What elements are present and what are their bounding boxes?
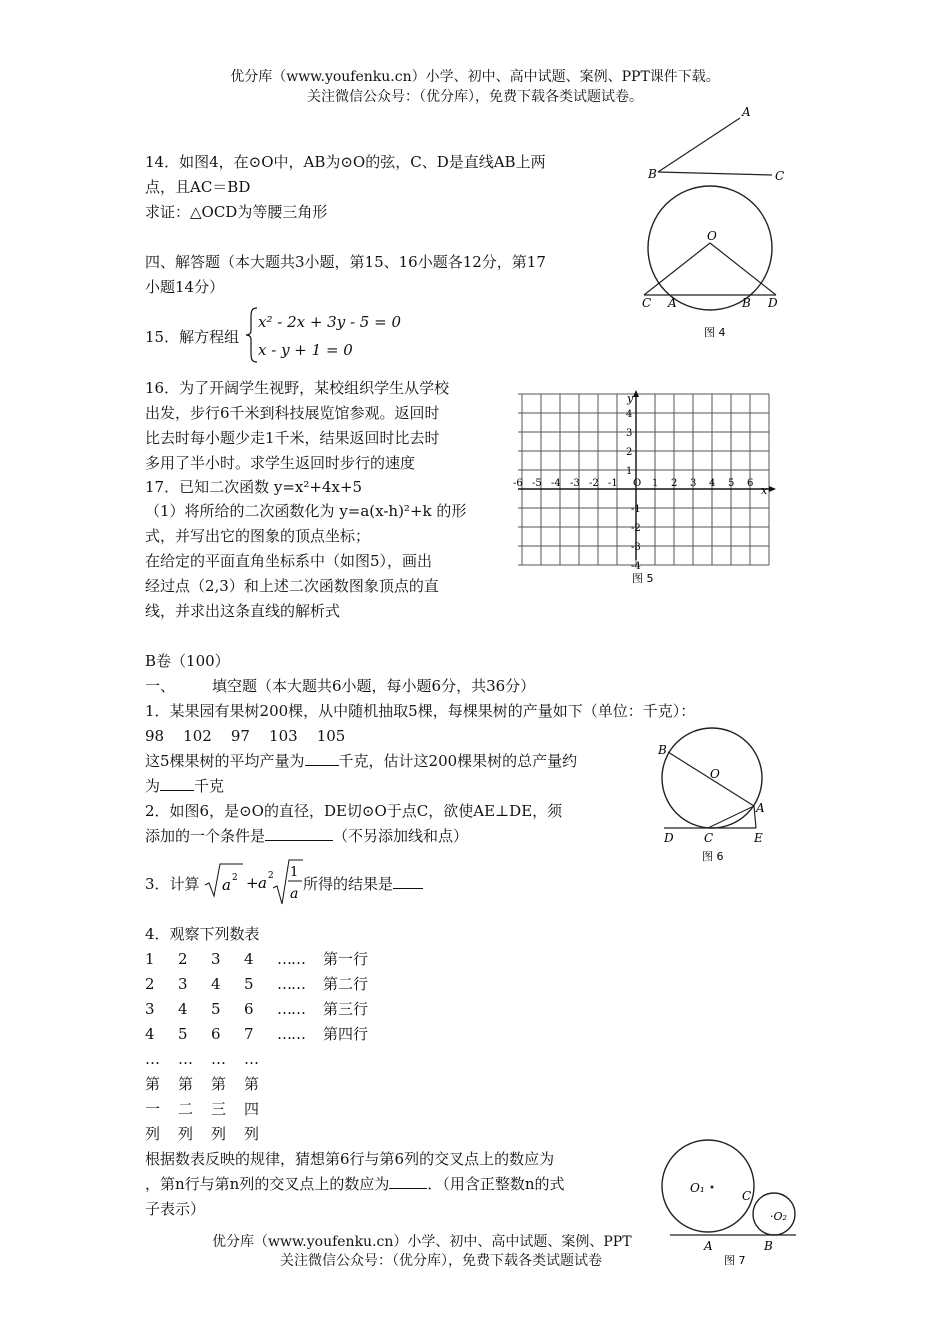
- svg-text:·O₂: ·O₂: [770, 1210, 787, 1223]
- b4-table-cell: 4: [178, 999, 188, 1018]
- q15-label: 15．解方程组: [145, 328, 240, 346]
- fig5-x-tick: 1: [652, 478, 659, 489]
- b4-table-cell: 三: [211, 1100, 227, 1118]
- b4-line-2: ，第n行与第n列的交叉点上的数应为 ．（用含正整数n的式: [145, 1175, 565, 1193]
- b4-table-cell: [277, 1121, 323, 1146]
- svg-text:+: +: [246, 874, 259, 892]
- svg-text:C: C: [642, 296, 652, 310]
- fig5-x-tick: -5: [532, 478, 542, 489]
- b4-table-row: [145, 1121, 393, 1146]
- b4-table-cell: …: [211, 1049, 226, 1068]
- b3-label: 3．计算: [145, 875, 200, 893]
- b2-line-1: 2．如图6，是⊙O的直径，DE切⊙O于点C，欲使AE⊥DE，须: [145, 802, 563, 820]
- svg-text:x: x: [761, 484, 768, 497]
- b4-table-cell: 4: [211, 974, 221, 993]
- fig5-x-tick: 6: [747, 478, 754, 489]
- b4-table-cell: 第一行: [323, 950, 369, 968]
- q15-eq-1: x² - 2x + 3y - 5 = 0: [258, 313, 401, 331]
- svg-text:a: a: [258, 874, 267, 892]
- footer-line-1: 优分库（www.youfenku.cn）小学、初中、高中试题、案例、PPT: [212, 1234, 632, 1250]
- b4-table-cell: 列: [244, 1125, 260, 1143]
- q14-line-1: 14．如图4，在⊙O中，AB为⊙O的弦，C、D是直线AB上两: [145, 153, 546, 171]
- b4-table-cell: …: [145, 1049, 160, 1068]
- b4-table-cell: [277, 1071, 323, 1096]
- svg-text:A: A: [756, 801, 765, 815]
- svg-text:2: 2: [232, 873, 238, 883]
- b4-table-cell: 3: [211, 949, 221, 968]
- fig5-x-tick: 2: [671, 478, 678, 489]
- b4-table-cell: 第: [178, 1075, 194, 1093]
- svg-text:1: 1: [290, 865, 299, 880]
- svg-text:C: C: [742, 1189, 752, 1203]
- b4-table-row: [145, 1046, 393, 1071]
- b4-title: 4．观察下列数表: [145, 925, 260, 943]
- b4-table-cell: 第: [244, 1075, 260, 1093]
- q17-line-2: （1）将所给的二次函数化为 y=a(x-h)²+k 的形: [145, 502, 467, 520]
- fig6-caption: 图 6: [702, 850, 724, 863]
- b2-line-2: 添加的一个条件是 （不另添加线和点）: [145, 827, 469, 845]
- svg-text:D: D: [664, 831, 674, 845]
- b4-table-cell: [323, 1121, 393, 1146]
- q17-line-5: 经过点（2,3）和上述二次函数图象顶点的直: [145, 577, 439, 595]
- b4-table-cell: 6: [244, 999, 254, 1018]
- b4-table-cell: 列: [178, 1125, 194, 1143]
- partB-title: B卷（100）: [145, 652, 230, 670]
- b4-table-cell: 列: [211, 1125, 227, 1143]
- b4-table-cell: [277, 1046, 323, 1071]
- b4-table-cell: 4: [145, 1024, 155, 1043]
- header-line-2: 关注微信公众号：（优分库），免费下载各类试题试卷。: [307, 89, 643, 105]
- b4-table-cell: 4: [244, 949, 254, 968]
- fig5-y-tick: 3: [626, 428, 633, 439]
- b1-line-4: 为 千克: [145, 777, 225, 795]
- footer-line-2: 关注微信公众号：（优分库），免费下载各类试题试卷: [280, 1253, 602, 1269]
- fig4-caption: 图 4: [704, 326, 726, 339]
- q16-line-2: 出发，步行6千米到科技展览馆参观。返回时: [145, 404, 440, 422]
- fig5-y-tick: -1: [631, 504, 641, 515]
- b4-table-cell: 2: [145, 974, 155, 993]
- svg-text:O: O: [707, 229, 717, 243]
- b4-table-cell: 5: [211, 999, 221, 1018]
- b4-table-cell: 第四行: [323, 1025, 369, 1043]
- b4-table-row: [145, 971, 393, 996]
- fig5-x-tick: 5: [728, 478, 735, 489]
- svg-text:A: A: [704, 1239, 713, 1253]
- svg-text:A: A: [668, 296, 677, 310]
- q14-line-3: 求证：△OCD为等腰三角形: [145, 203, 328, 221]
- fig5-y-tick: -4: [631, 561, 641, 572]
- b4-table-cell: 第三行: [323, 1000, 369, 1018]
- b4-table-cell: 5: [244, 974, 254, 993]
- svg-text:2: 2: [268, 871, 274, 881]
- b4-table-cell: 2: [178, 949, 188, 968]
- b1-blank-total[interactable]: [160, 775, 194, 791]
- figure-6: [650, 730, 780, 870]
- q16-line-3: 比去时每小题少走1千米，结果返回时比去时: [145, 429, 440, 447]
- fig5-x-tick: 3: [690, 478, 697, 489]
- fig5-x-tick: 4: [709, 478, 716, 489]
- svg-text:C: C: [775, 169, 785, 183]
- svg-text:B: B: [742, 296, 751, 310]
- svg-text:B: B: [658, 743, 667, 757]
- b4-table-cell: ……: [277, 1024, 305, 1043]
- b4-table-cell: ……: [277, 974, 305, 993]
- figure-5: [513, 388, 788, 588]
- svg-text:B: B: [764, 1239, 773, 1253]
- svg-text:E: E: [754, 831, 763, 845]
- b4-table-row: [145, 996, 393, 1021]
- b4-table-cell: 四: [244, 1100, 260, 1118]
- q16-line-4: 多用了半小时。求学生返回时步行的速度: [145, 454, 416, 472]
- fig5-y-tick: 4: [626, 409, 633, 420]
- svg-text:a: a: [290, 886, 299, 902]
- figure-4: [630, 100, 800, 350]
- b4-table-cell: 一: [145, 1100, 161, 1118]
- b4-table-cell: 6: [211, 1024, 221, 1043]
- q15-eq-2: x - y + 1 = 0: [258, 341, 353, 359]
- fig5-x-tick: O: [633, 478, 642, 489]
- b4-table-cell: 3: [178, 974, 188, 993]
- fig5-x-tick: -6: [513, 478, 523, 489]
- b3-tail: 所得的结果是: [303, 872, 423, 896]
- fig5-caption: 图 5: [632, 572, 654, 585]
- b1-line-3: 这5棵果树的平均产量为 千克，估计这200棵果树的总产量约: [145, 752, 578, 770]
- svg-text:C: C: [704, 831, 714, 845]
- fig5-x-tick: -3: [570, 478, 580, 489]
- b4-table-cell: …: [178, 1049, 193, 1068]
- q17-line-1: 17．已知二次函数 y=x²+4x+5: [145, 478, 363, 496]
- section4-line-1: 四、解答题（本大题共3小题，第15、16小题各12分，第17: [145, 253, 546, 271]
- svg-text:O: O: [710, 767, 720, 781]
- q17-line-6: 线，并求出这条直线的解析式: [145, 602, 341, 620]
- b4-line-3: 子表示）: [145, 1200, 206, 1218]
- b4-table-cell: 第: [145, 1075, 161, 1093]
- b4-table-cell: [277, 1096, 323, 1121]
- b4-blank-answer[interactable]: [389, 1173, 427, 1189]
- fig5-x-tick: -2: [589, 478, 599, 489]
- b4-table-row: [145, 1021, 393, 1046]
- b1-blank-average[interactable]: [305, 750, 339, 766]
- b4-table-cell: 第: [211, 1075, 227, 1093]
- b4-table-cell: [323, 1046, 393, 1071]
- svg-text:y: y: [627, 392, 634, 405]
- b3-blank-result[interactable]: [393, 873, 423, 889]
- b4-table-cell: 二: [178, 1100, 194, 1118]
- svg-text:a: a: [222, 876, 231, 894]
- fig7-caption: 图 7: [724, 1254, 746, 1267]
- fig5-y-tick: 1: [626, 466, 633, 477]
- svg-text:A: A: [742, 105, 751, 119]
- fig5-x-tick: -4: [551, 478, 561, 489]
- b4-table-cell: …: [244, 1049, 259, 1068]
- b1-line-1: 1．某果园有果树200棵，从中随机抽取5棵，每棵果树的产量如下（单位：千克）：: [145, 702, 696, 720]
- b4-table-cell: 列: [145, 1125, 161, 1143]
- fig5-x-tick: -1: [608, 478, 618, 489]
- fig5-y-tick: -2: [631, 523, 641, 534]
- b2-blank-condition[interactable]: [265, 825, 333, 841]
- b4-table-cell: ……: [277, 999, 305, 1018]
- partB-section-title: 填空题（本大题共6小题，每小题6分，共36分）: [212, 677, 536, 695]
- b4-table-cell: 5: [178, 1024, 188, 1043]
- b4-number-table: [145, 946, 393, 1146]
- b4-line-1: 根据数表反映的规律，猜想第6行与第6列的交叉点上的数应为: [145, 1150, 555, 1168]
- svg-text:B: B: [648, 167, 657, 181]
- b4-table-cell: 1: [145, 949, 155, 968]
- header-line-1: 优分库（www.youfenku.cn）小学、初中、高中试题、案例、PPT课件下载。: [230, 69, 720, 85]
- fig5-y-tick: -3: [631, 542, 641, 553]
- b4-table-row: [145, 1071, 393, 1096]
- q16-line-1: 16．为了开阔学生视野，某校组织学生从学校: [145, 379, 450, 397]
- b4-table-cell: 3: [145, 999, 155, 1018]
- partB-section-num: 一、: [145, 677, 176, 695]
- b4-table-row: [145, 946, 393, 971]
- b4-table-row: [145, 1096, 393, 1121]
- b4-table-cell: 第二行: [323, 975, 369, 993]
- figure-7: [660, 1140, 800, 1270]
- q17-line-4: 在给定的平面直角坐标系中（如图5），画出: [145, 552, 433, 570]
- section4-line-2: 小题14分）: [145, 278, 225, 296]
- b3-expression: [203, 858, 303, 908]
- b4-table-cell: [323, 1071, 393, 1096]
- b4-table-cell: ……: [277, 949, 305, 968]
- q14-line-2: 点，且AC＝BD: [145, 178, 251, 196]
- b4-table-cell: [323, 1096, 393, 1121]
- svg-text:O₁: O₁: [690, 1181, 705, 1195]
- b1-data: 98 102 97 103 105: [145, 727, 346, 745]
- fig5-y-tick: 2: [626, 447, 633, 458]
- svg-text:D: D: [768, 296, 778, 310]
- q17-line-3: 式，并写出它的图象的顶点坐标；: [145, 527, 371, 545]
- b4-table-cell: 7: [244, 1024, 254, 1043]
